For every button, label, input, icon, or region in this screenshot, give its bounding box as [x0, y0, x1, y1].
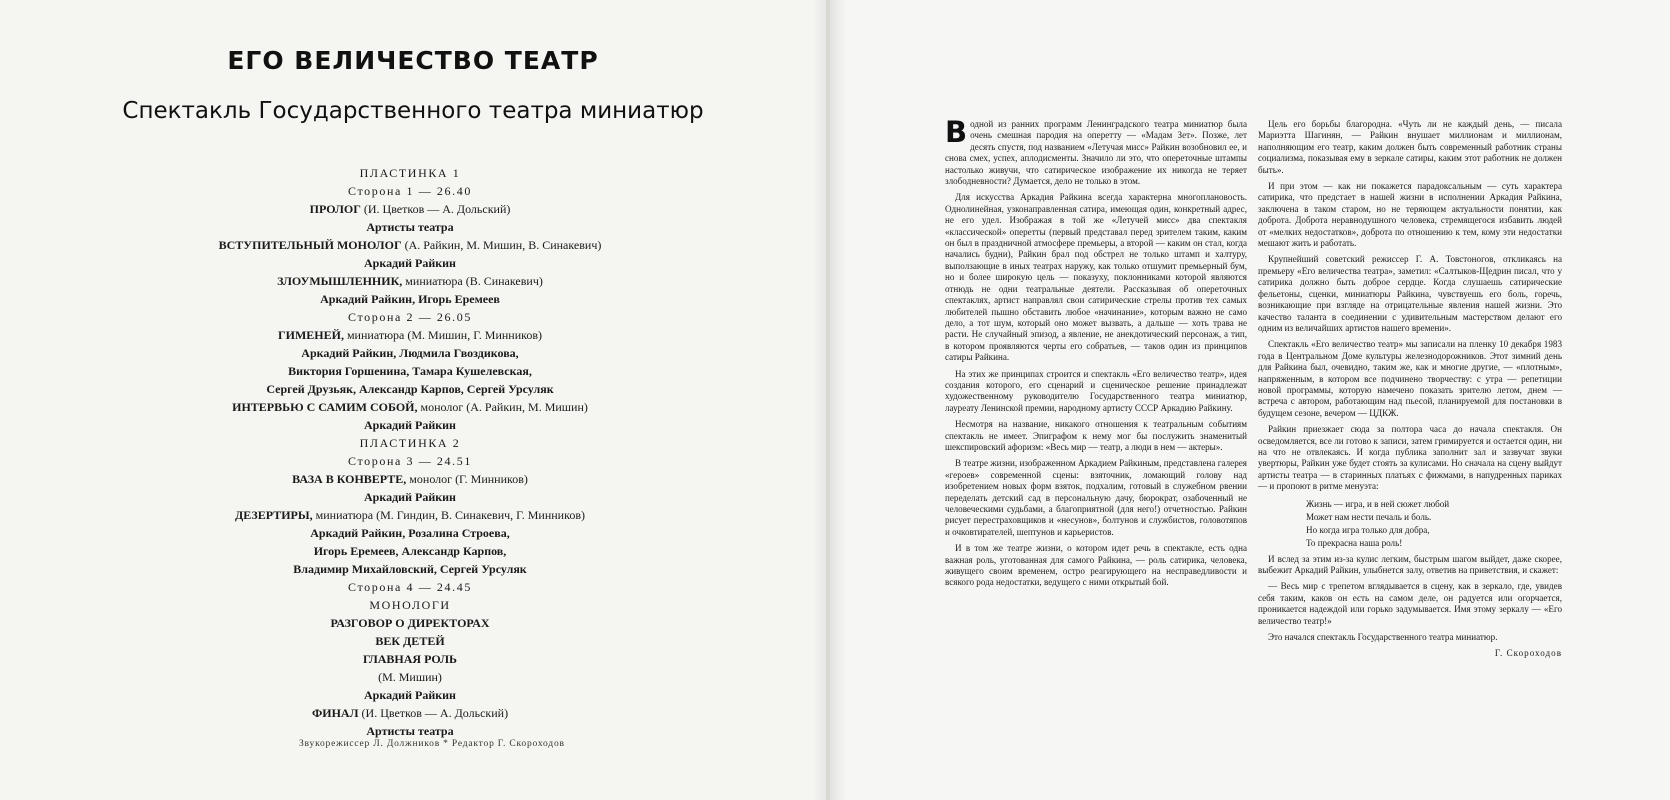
tracklist-line — [170, 218, 650, 236]
tracklist-line — [170, 290, 650, 308]
tracklist-line — [170, 614, 650, 632]
article-paragraph: Райкин приезжает сюда за полтора часа до начала спектакля. Он осведомляется, все ли готово к записи, затем гримируется и остается один, ни на что не отвлекаясь. И когда публика заполнит зал и зазвучат звуки увертюры, Райкин уже будет стоять за кулисами. Но сначала на сцену выйдут артисты театра — в старинных платьях с фижмами, в напудренных париках — и пропоют в ритме менуэта: — [1258, 424, 1562, 492]
tracklist-line — [170, 650, 650, 668]
paragraph-text: И в том же театре жизни, о котором идет речь в спектакле, есть одна важная роль, уготованная для самого Райкина, — роль сатирика, человека, живущего своим временем, остро реагирующего на несправедливости и всякого рода недостатки, ведущего с ними открытый бой. — [945, 543, 1247, 588]
tracklist-line — [170, 326, 650, 344]
side-heading: Сторона 1 — 26.40 — [348, 184, 472, 198]
performers: Игорь Еремеев, Александр Карпов, — [313, 544, 507, 558]
lyric-line: То прекрасна наша роль! — [1306, 537, 1403, 548]
article-paragraph: Цель его борьбы благородна. «Чуть ли не каждый день, — писала Мариэтта Шагинян, — Райкин внушает миллионам и миллионам, наполняющим его театр, каким должен быть современный работник страны социализма, показывая ему в зеркале сатиры, каким этот работник не должен быть». — [1258, 119, 1562, 175]
track-title: ВСТУПИТЕЛЬНЫЙ МОНОЛОГ — [218, 238, 402, 252]
track-credits: монолог (Г. Минников) — [406, 472, 528, 486]
article-paragraph: — Весь мир с трепетом вглядывается в сцену, как в зеркало, где, увидев себя таким, каков он есть на самом деле, он радуется или огорчается, проникается надеждой или горько задумывается. Имя этому зеркалу — «Его величество театр!» — [1258, 581, 1562, 626]
tracklist-line — [170, 632, 650, 650]
performers: Аркадий Райкин — [364, 256, 456, 270]
tracklist-line — [170, 560, 650, 578]
lyric-line: Может нам нести печаль и боль. — [1306, 511, 1432, 522]
track-credits: миниатюра (В. Синакевич) — [402, 274, 543, 288]
article-column-2 — [1258, 119, 1562, 660]
tracklist-line — [170, 668, 650, 686]
paragraph-text: одной из ранних программ Ленинградского театра миниатюр была очень смешная пародия на оперетту — «Мадам Зет». Позже, лет десять спустя, под названием «Летучая мисс» Райкин возобновил ее, и снова смех, успех, аплодисменты. Значило ли это, что опереточные штампы настолько живучи, что сатирическое изображение их никогда не теряет злободневности? Думается, дело не только в этом. — [945, 119, 1247, 187]
tracklist-line — [170, 722, 650, 740]
song-lyrics — [1306, 498, 1562, 550]
track-credits: (А. Райкин, М. Мишин, В. Синакевич) — [401, 238, 602, 252]
track-credits: (И. Цветков — А. Дольский) — [360, 202, 511, 216]
article-paragraph — [945, 192, 1247, 363]
paragraph-text: На этих же принципах строится и спектакль «Его величество театр», идея создания которого, его сценарий и сценическое решение принадлежат художественному руководителю Государственного театра миниатюр, лауреату Ленинской премии, народному артисту СССР Аркадию Райкину. — [945, 368, 1247, 413]
record-heading: ПЛАСТИНКА 2 — [359, 436, 461, 450]
tracklist-line — [170, 362, 650, 380]
article-paragraph — [945, 115, 1247, 187]
fold-shadow-right — [830, 0, 846, 800]
tracklist-line — [170, 686, 650, 704]
left-page — [0, 0, 826, 800]
tracklist-line — [170, 182, 650, 200]
paragraph-text: Несмотря на название, никакого отношения к театральным событиям спектакль не имеет. Эпиграфом к нему мог бы послужить знаменитый шекспировский афоризм: «Весь мир — театр, а люди в нем — актеры». — [945, 419, 1247, 452]
tracklist-line — [170, 542, 650, 560]
performers: Аркадий Райкин — [364, 688, 456, 702]
tracklist — [170, 164, 650, 740]
article-paragraph: И вслед за этим из-за кулис легким, быстрым шагом выйдет, даже скорее, выбежит Аркадий Райкин, улыбнется залу, ответив на приветствия, и скажет: — [1258, 553, 1562, 575]
performers: Владимир Михайловский, Сергей Урсуляк — [293, 562, 527, 576]
performers: Аркадий Райкин — [364, 490, 456, 504]
tracklist-line — [170, 506, 650, 524]
article-paragraph: Это начался спектакль Государственного театра миниатюр. — [1268, 632, 1498, 643]
tracklist-line — [170, 398, 650, 416]
track-title: ДЕЗЕРТИРЫ, — [234, 508, 313, 522]
side-heading: МОНОЛОГИ — [369, 598, 451, 612]
performers: ГЛАВНАЯ РОЛЬ — [363, 652, 457, 666]
record-heading: ПЛАСТИНКА 1 — [359, 166, 461, 180]
article-paragraph — [945, 369, 1247, 415]
article-paragraph — [945, 458, 1247, 538]
track-credits: миниатюра (М. Мишин, Г. Минников) — [343, 328, 543, 342]
performers: Артисты театра — [366, 220, 454, 234]
paragraph-text: Для искусства Аркадия Райкина всегда характерна многоплановость. Однолинейная, узконаправленная сатира, имеющая один, конкретный адрес, не его удел. Изображая в той же «Летучей мисс» два спектакля «классической» оперетты (первый представал перед зрителем таким, каким он был в праздничной атмосфере премьеры, а второй — каким он стал, когда начались будни), Райкин брал под обстрел не только штамп и халтуру, выползающие в иных театрах наружу, как только отшумит премьерный бум, но и более широкую цель — показуху, поклонниками которой являются отнюдь не одни театральные деятели. Рассказывая об опереточных спектаклях, артист направлял свои сатирические стрелы против тех самых любителей пышно обставить любое «начинание», которым важно не само дело, а тот шум, который оно может вызвать, а дальше — хоть трава не расти. Не случайный эпизод, а явление, не анекдотический персонаж, а тип, в котором проявляются черты его собратьев, — таков один из принципов сатиры Райкина. — [945, 192, 1247, 363]
article-column-1 — [945, 115, 1247, 594]
lyric-line: Но когда игра только для добра, — [1306, 524, 1430, 535]
side-heading: Сторона 4 — 24.45 — [348, 580, 472, 594]
tracklist-line — [170, 236, 650, 254]
album-subtitle: Спектакль Государственного театра миниатюр — [122, 98, 704, 124]
tracklist-line — [170, 308, 650, 326]
track-title: ИНТЕРВЬЮ С САМИМ СОБОЙ, — [232, 400, 418, 414]
article-paragraph — [945, 419, 1247, 453]
tracklist-line — [170, 254, 650, 272]
track-credits: монолог (А. Райкин, М. Мишин) — [417, 400, 588, 414]
credits-line: Звукорежиссер Л. Должников * Редактор Г. Скороходов — [299, 739, 565, 749]
lyric-line: Жизнь — игра, и в ней сюжет любой — [1306, 498, 1450, 509]
performers: Аркадий Райкин, Игорь Еремеев — [320, 292, 500, 306]
side-heading: Сторона 2 — 26.05 — [348, 310, 472, 324]
tracklist-line — [170, 524, 650, 542]
performers: Аркадий Райкин, Розалина Строева, — [310, 526, 510, 540]
side-heading: Сторона 3 — 24.51 — [348, 454, 472, 468]
tracklist-line — [170, 452, 650, 470]
tracklist-line — [170, 416, 650, 434]
performers: ВЕК ДЕТЕЙ — [375, 634, 445, 648]
tracklist-line — [170, 596, 650, 614]
performers: Сергей Друзьяк, Александр Карпов, Сергей Урсуляк — [266, 382, 554, 396]
performers: Виктория Горшенина, Тамара Кушелевская, — [288, 364, 532, 378]
tracklist-line — [170, 470, 650, 488]
tracklist-line — [170, 344, 650, 362]
tracklist-line — [170, 578, 650, 596]
author-credit: (М. Мишин) — [378, 670, 442, 684]
tracklist-line — [170, 200, 650, 218]
author-signature: Г. Скороходов — [1494, 648, 1562, 659]
track-title: ЗЛОУМЫШЛЕННИК, — [277, 274, 403, 288]
article-paragraph — [945, 543, 1247, 589]
drop-cap: В — [945, 115, 968, 149]
performers: Аркадий Райкин — [364, 418, 456, 432]
performers: Артисты театра — [366, 724, 454, 738]
track-title: ФИНАЛ — [311, 706, 359, 720]
track-title: ПРОЛОГ — [309, 202, 361, 216]
fold-shadow-left — [812, 0, 826, 800]
article-paragraph: Спектакль «Его величество театр» мы записали на пленку 10 декабря 1983 года в Центральном Доме культуры железнодорожников. Этот зимний день для Райкина был, очевидно, таким же, как и многие другие, — «плотным», напряженным, в котором все подчинено творчеству: с утра — репетиции новой программы, которую намечено показать зрителю летом, днем — встреча с автором, работающим над пьесой, планируемой для постановки в будущем сезоне, вечером — ЦДКЖ. — [1258, 339, 1562, 418]
article-paragraph: И при этом — как ни покажется парадоксальным — суть характера сатирика, что предстает в нашей жизни в исполнении Аркадия Райкина, заключена в таком старом, но не теряющем актуальности понятии, как доброта. Доброта неравнодушного человека, стремящегося избавить людей от «мелких недостатков», доброта по отношению к тем, кому эти недостатки мешают жить и работать. — [1258, 181, 1562, 249]
track-credits: миниатюра (М. Гиндин, В. Синакевич, Г. Минников) — [312, 508, 585, 522]
track-title: ВАЗА В КОНВЕРТЕ, — [292, 472, 407, 486]
performers: РАЗГОВОР О ДИРЕКТОРАХ — [330, 616, 490, 630]
track-credits: (И. Цветков — А. Дольский) — [358, 706, 509, 720]
tracklist-line — [170, 488, 650, 506]
tracklist-line — [170, 704, 650, 722]
tracklist-line — [170, 434, 650, 452]
track-title: ГИМЕНЕЙ, — [277, 328, 344, 342]
tracklist-line — [170, 164, 650, 182]
article-paragraph: Крупнейший советский режиссер Г. А. Товстоногов, откликаясь на премьеру «Его величества театра», заметил: «Салтыков-Щедрин писал, что у сатирика должно быть доброе сердце. Когда слушаешь сатирические фельетоны, сценки, миниатюры Райкина, чувствуешь его боль, горечь, возникающие при взгляде на отрицательные явления нашей жизни. Это качество таланта в соединении с удивительным мастерством делают его одним из величайших артистов нашего времени». — [1258, 254, 1562, 333]
performers: Аркадий Райкин, Людмила Гвоздикова, — [301, 346, 519, 360]
paragraph-text: В театре жизни, изображенном Аркадием Райкиным, представлена галерея «героев» современной сцены: взяточник, ломающий голову над изобретением новых форм взяток, подхалим, готовый в служебном рвении переделать детский сад в персональную дачу, бюрократ, озабоченный не человеческими судьбами, а благоприятной (для него!) отчетностью. Райкин рисует перестраховщиков и «несунов», болтунов и службистов, головотяпов и очковтирателей, шептунов и карьеристов. — [945, 458, 1247, 537]
tracklist-line — [170, 272, 650, 290]
album-title: ЕГО ВЕЛИЧЕСТВО ТЕАТР — [227, 46, 599, 75]
tracklist-line — [170, 380, 650, 398]
